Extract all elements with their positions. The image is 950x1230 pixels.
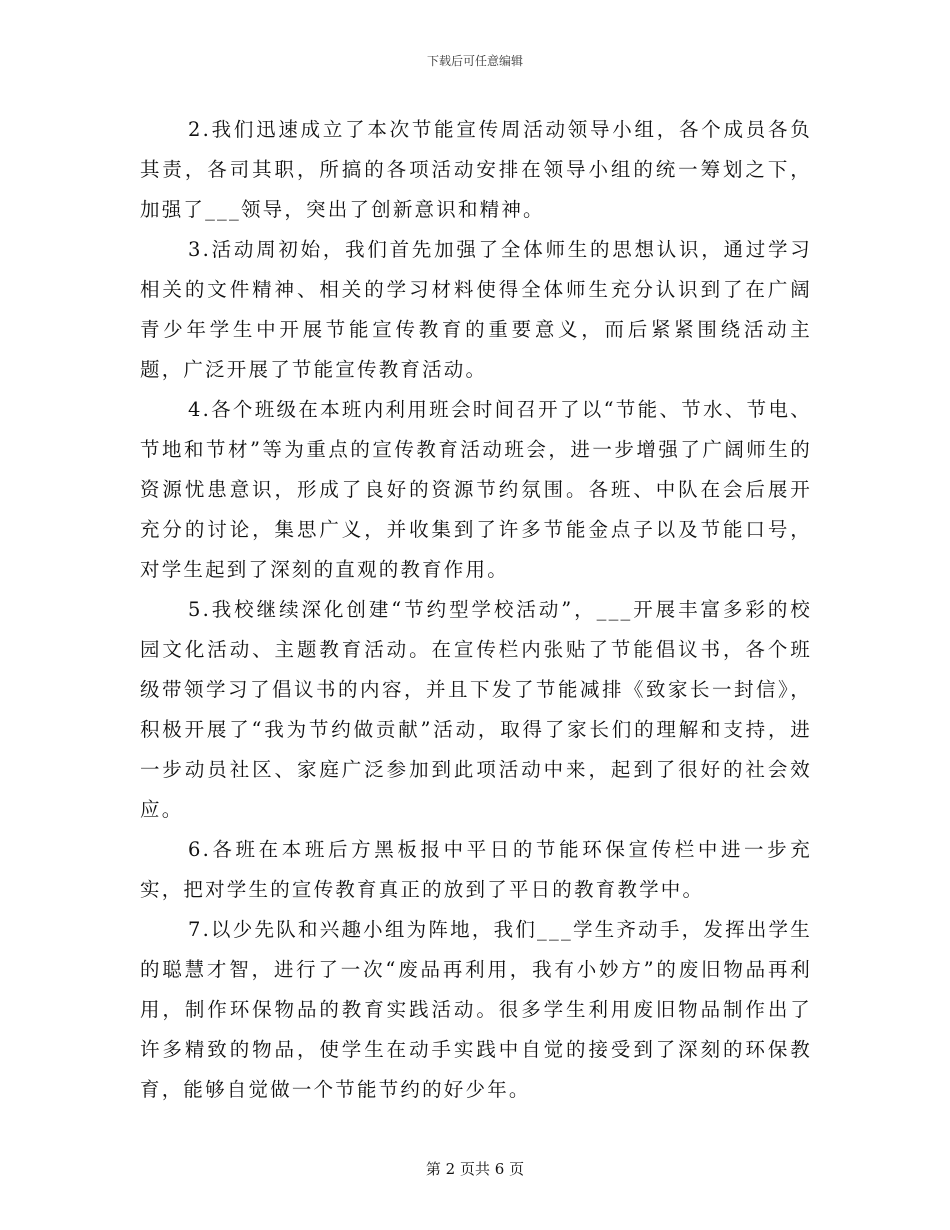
paragraph-6: 6.各班在本班后方黑板报中平日的节能环保宣传栏中进一步充实，把对学生的宣传教育真正的放到了平日的教育教学中。: [140, 838, 812, 901]
paragraph-5: 5.我校继续深化创建“节约型学校活动”，___开展丰富多彩的校园文化活动、主题教育活动。在宣传栏内张贴了节能倡议书，各个班级带领学习了倡议书的内容，并且下发了节能减排《致家长一封信》，积极开展了“我为节约做贡献”活动，取得了家长们的理解和支持，进一步动员社区、家庭广泛参加到此项活动中来，起到了很好的社会效应。: [140, 598, 812, 821]
page-number-footer: 第 2 页共 6 页: [425, 1160, 525, 1178]
page-header: 下载后可任意编辑: [426, 54, 523, 68]
paragraph-7: 7.以少先队和兴趣小组为阵地，我们___学生齐动手，发挥出学生的聪慧才智，进行了一次“废品再利用，我有小妙方”的废旧物品再利用，制作环保物品的教育实践活动。很多学生利用废旧物品制作出了许多精致的物品，使学生在动手实践中自觉的接受到了深刻的环保教育，能够自觉做一个节能节约的好少年。: [140, 918, 812, 1101]
paragraph-3: 3.活动周初始，我们首先加强了全体师生的思想认识，通过学习相关的文件精神、相关的学习材料使得全体师生充分认识到了在广阔青少年学生中开展节能宣传教育的重要意义，而后紧紧围绕活动主题，广泛开展了节能宣传教育活动。: [140, 238, 812, 381]
paragraph-4: 4.各个班级在本班内利用班会时间召开了以“节能、节水、节电、节地和节材”等为重点的宣传教育活动班会，进一步增强了广阔师生的资源忧患意识，形成了良好的资源节约氛围。各班、中队在会后展开充分的讨论，集思广义，并收集到了许多节能金点子以及节能口号，对学生起到了深刻的直观的教育作用。: [140, 398, 812, 581]
document-body: [140, 110, 812, 1110]
paragraph-2: 2.我们迅速成立了本次节能宣传周活动领导小组，各个成员各负其责，各司其职，所搞的各项活动安排在领导小组的统一筹划之下，加强了___领导，突出了创新意识和精神。: [140, 118, 812, 221]
